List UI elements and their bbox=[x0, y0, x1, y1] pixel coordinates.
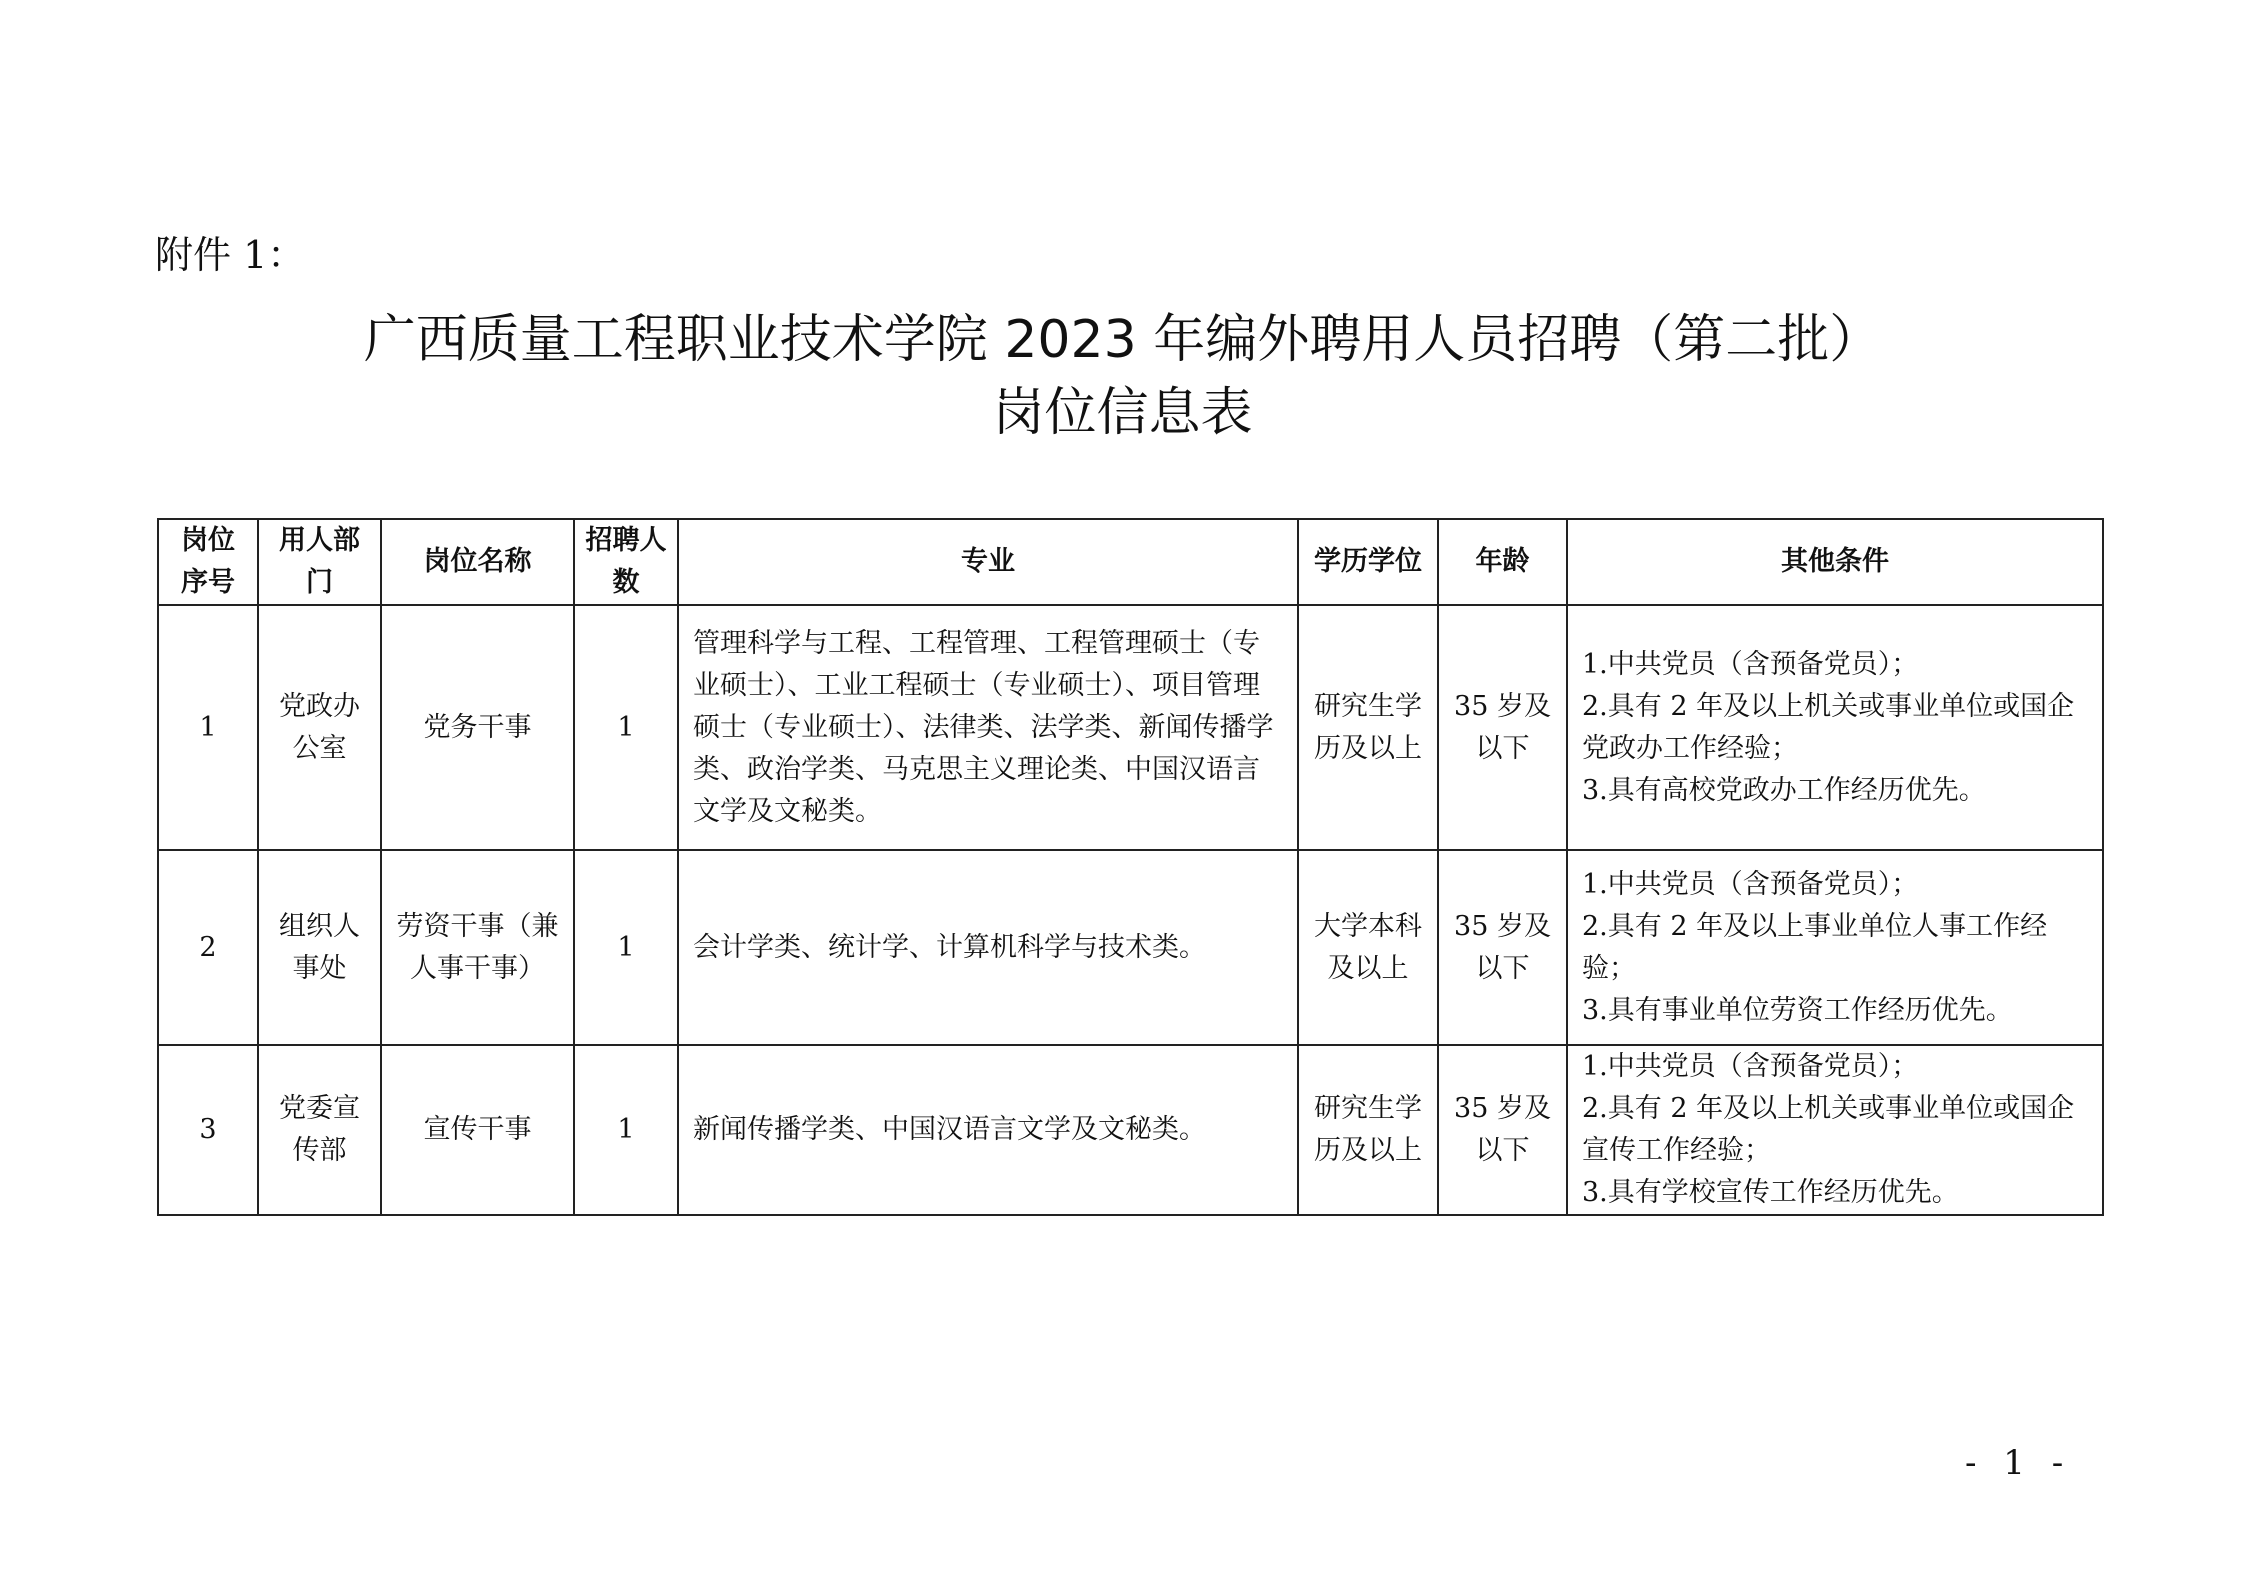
attachment-label: 附件 1： bbox=[155, 233, 306, 277]
cell-dept: 党政办公室 bbox=[258, 605, 381, 850]
header-other: 其他条件 bbox=[1567, 519, 2103, 605]
condition-line: 1.中共党员（含预备党员）； bbox=[1582, 1051, 1919, 1082]
cell-education: 大学本科及以上 bbox=[1298, 850, 1438, 1045]
cell-position: 党务干事 bbox=[381, 605, 574, 850]
table-row bbox=[158, 605, 2103, 850]
condition-line: 3.具有事业单位劳资工作经历优先。 bbox=[1582, 994, 2013, 1026]
cell-position: 宣传干事 bbox=[381, 1045, 574, 1215]
cell-count: 1 bbox=[574, 605, 678, 850]
header-count: 招聘人数 bbox=[574, 519, 678, 605]
cell-dept: 组织人事处 bbox=[258, 850, 381, 1045]
cell-education: 研究生学历及以上 bbox=[1298, 605, 1438, 850]
condition-line: 1.中共党员（含预备党员）； bbox=[1582, 648, 1919, 680]
cell-other bbox=[1567, 850, 2103, 1045]
header-seq: 岗位序号 bbox=[158, 519, 258, 605]
condition-line: 1.中共党员（含预备党员）； bbox=[1582, 868, 1919, 900]
cell-major: 新闻传播学类、中国汉语言文学及文秘类。 bbox=[678, 1045, 1298, 1215]
cell-age: 35 岁及以下 bbox=[1438, 1045, 1567, 1215]
table-row bbox=[158, 850, 2103, 1045]
cell-education: 研究生学历及以上 bbox=[1298, 1045, 1438, 1215]
cell-major: 会计学类、统计学、计算机科学与技术类。 bbox=[678, 850, 1298, 1045]
header-education: 学历学位 bbox=[1298, 519, 1438, 605]
cell-other bbox=[1567, 605, 2103, 850]
cell-seq: 1 bbox=[158, 605, 258, 850]
cell-major: 管理科学与工程、工程管理、工程管理硕士（专业硕士）、工业工程硕士（专业硕士）、项目管理硕士（专业硕士）、法律类、法学类、新闻传播学类、政治学类、马克思主义理论类、中国汉语言文学及文秘类。 bbox=[678, 605, 1298, 850]
job-info-table bbox=[157, 518, 2104, 1216]
header-position: 岗位名称 bbox=[381, 519, 574, 605]
condition-line: 3.具有学校宣传工作经历优先。 bbox=[1582, 1177, 1959, 1208]
table-header-row bbox=[158, 519, 2103, 605]
cell-seq: 2 bbox=[158, 850, 258, 1045]
table-row bbox=[158, 1045, 2103, 1215]
page-number: - 1 - bbox=[1965, 1443, 2072, 1483]
condition-line: 2.具有 2 年及以上机关或事业单位或国企党政办工作经验； bbox=[1582, 690, 2075, 764]
cell-seq: 3 bbox=[158, 1045, 258, 1215]
cell-age: 35 岁及以下 bbox=[1438, 850, 1567, 1045]
cell-count: 1 bbox=[574, 1045, 678, 1215]
header-major: 专业 bbox=[678, 519, 1298, 605]
header-age: 年龄 bbox=[1438, 519, 1567, 605]
condition-line: 2.具有 2 年及以上机关或事业单位或国企宣传工作经验； bbox=[1582, 1093, 2075, 1166]
condition-line: 2.具有 2 年及以上事业单位人事工作经验； bbox=[1582, 910, 2048, 984]
cell-dept: 党委宣传部 bbox=[258, 1045, 381, 1215]
cell-count: 1 bbox=[574, 850, 678, 1045]
document-title: 广西质量工程职业技术学院 2023 年编外聘用人员招聘（第二批） bbox=[363, 310, 1882, 370]
header-dept: 用人部门 bbox=[258, 519, 381, 605]
cell-age: 35 岁及以下 bbox=[1438, 605, 1567, 850]
cell-position: 劳资干事（兼人事干事） bbox=[381, 850, 574, 1045]
document-subtitle: 岗位信息表 bbox=[992, 383, 1253, 443]
condition-line: 3.具有高校党政办工作经历优先。 bbox=[1582, 774, 1986, 806]
cell-other bbox=[1567, 1045, 2103, 1215]
